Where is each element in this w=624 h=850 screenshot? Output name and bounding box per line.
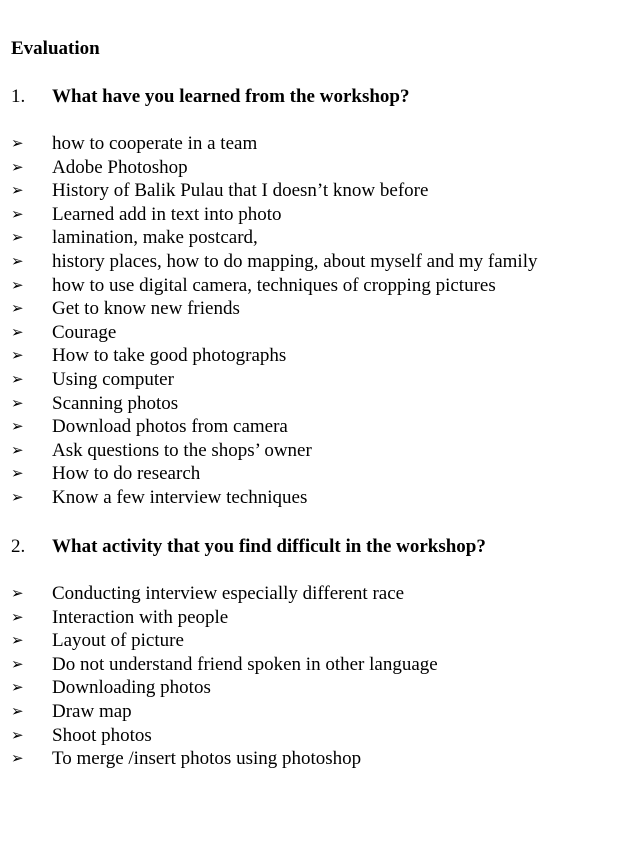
answer-list-1 — [11, 132, 537, 510]
list-item-text: Interaction with people — [52, 606, 229, 628]
list-item-text: Conducting interview especially different race — [52, 583, 405, 604]
list-item — [11, 368, 537, 392]
arrow-bullet-icon: ➢ — [11, 322, 24, 341]
list-item-text: Using computer — [52, 368, 174, 390]
arrow-bullet-icon: ➢ — [11, 749, 24, 768]
list-item — [11, 486, 537, 510]
arrow-bullet-icon: ➢ — [11, 584, 24, 602]
list-item-text: How to take good photographs — [52, 345, 287, 367]
list-item — [11, 156, 537, 180]
list-item-text: Layout of picture — [52, 630, 184, 652]
arrow-bullet-icon: ➢ — [11, 251, 24, 270]
list-item-text: Download photos from camera — [52, 416, 288, 438]
list-item — [11, 582, 438, 606]
list-item-text: Get to know new friends — [52, 298, 240, 320]
arrow-bullet-icon: ➢ — [11, 299, 24, 318]
question-text: What have you learned from the workshop? — [52, 86, 410, 107]
list-item-text: History of Balik Pulau that I doesn’t know before — [52, 180, 429, 202]
arrow-bullet-icon: ➢ — [11, 369, 24, 388]
arrow-bullet-icon: ➢ — [11, 228, 24, 247]
question-number: 2. — [11, 536, 26, 557]
list-item-text: Adobe Photoshop — [52, 156, 188, 178]
arrow-bullet-icon: ➢ — [11, 346, 24, 365]
list-item — [11, 462, 537, 486]
list-item-text: Courage — [52, 321, 117, 343]
arrow-bullet-icon: ➢ — [11, 701, 24, 720]
arrow-bullet-icon: ➢ — [11, 393, 24, 412]
question-2 — [11, 536, 486, 558]
section-heading: Evaluation — [11, 38, 100, 59]
question-number: 1. — [11, 86, 26, 107]
arrow-bullet-icon: ➢ — [11, 464, 24, 483]
answer-list-2 — [11, 582, 438, 771]
list-item-text: how to use digital camera, techniques of cropping pictures — [52, 274, 496, 296]
list-item-text: Ask questions to the shops’ owner — [52, 439, 312, 461]
list-item — [11, 629, 438, 653]
list-item-text: Learned add in text into photo — [52, 203, 282, 225]
question-1 — [11, 86, 410, 108]
arrow-bullet-icon: ➢ — [11, 157, 24, 176]
list-item — [11, 392, 537, 416]
list-item-text: How to do research — [52, 463, 201, 485]
list-item — [11, 203, 537, 227]
arrow-bullet-icon: ➢ — [11, 181, 24, 200]
list-item-text: Scanning photos — [52, 392, 179, 414]
list-item — [11, 724, 438, 748]
arrow-bullet-icon: ➢ — [11, 607, 24, 626]
list-item — [11, 274, 537, 298]
list-item-text: Know a few interview techniques — [52, 486, 308, 508]
arrow-bullet-icon: ➢ — [11, 678, 24, 697]
list-item — [11, 321, 537, 345]
list-item — [11, 344, 537, 368]
list-item — [11, 132, 537, 156]
list-item-text: Shoot photos — [52, 724, 152, 746]
list-item — [11, 747, 438, 771]
list-item-text: lamination, make postcard, — [52, 227, 258, 249]
arrow-bullet-icon: ➢ — [11, 487, 24, 506]
arrow-bullet-icon: ➢ — [11, 725, 24, 744]
list-item — [11, 606, 438, 630]
list-item — [11, 676, 438, 700]
list-item — [11, 415, 537, 439]
list-item-text: Downloading photos — [52, 677, 211, 699]
list-item — [11, 297, 537, 321]
arrow-bullet-icon: ➢ — [11, 631, 24, 650]
list-item — [11, 250, 537, 274]
arrow-bullet-icon: ➢ — [11, 204, 24, 223]
arrow-bullet-icon: ➢ — [11, 417, 24, 436]
list-item-text: Draw map — [52, 700, 132, 722]
list-item-text: Do not understand friend spoken in other language — [52, 653, 438, 675]
list-item — [11, 179, 537, 203]
list-item-text: history places, how to do mapping, about myself and my family — [52, 250, 538, 272]
list-item — [11, 439, 537, 463]
arrow-bullet-icon: ➢ — [11, 134, 24, 152]
list-item-text: To merge /insert photos using photoshop — [52, 748, 362, 770]
arrow-bullet-icon: ➢ — [11, 654, 24, 673]
list-item — [11, 226, 537, 250]
question-text: What activity that you find difficult in the workshop? — [52, 536, 486, 557]
arrow-bullet-icon: ➢ — [11, 440, 24, 459]
list-item — [11, 653, 438, 677]
list-item-text: how to cooperate in a team — [52, 133, 258, 154]
list-item — [11, 700, 438, 724]
arrow-bullet-icon: ➢ — [11, 275, 24, 294]
